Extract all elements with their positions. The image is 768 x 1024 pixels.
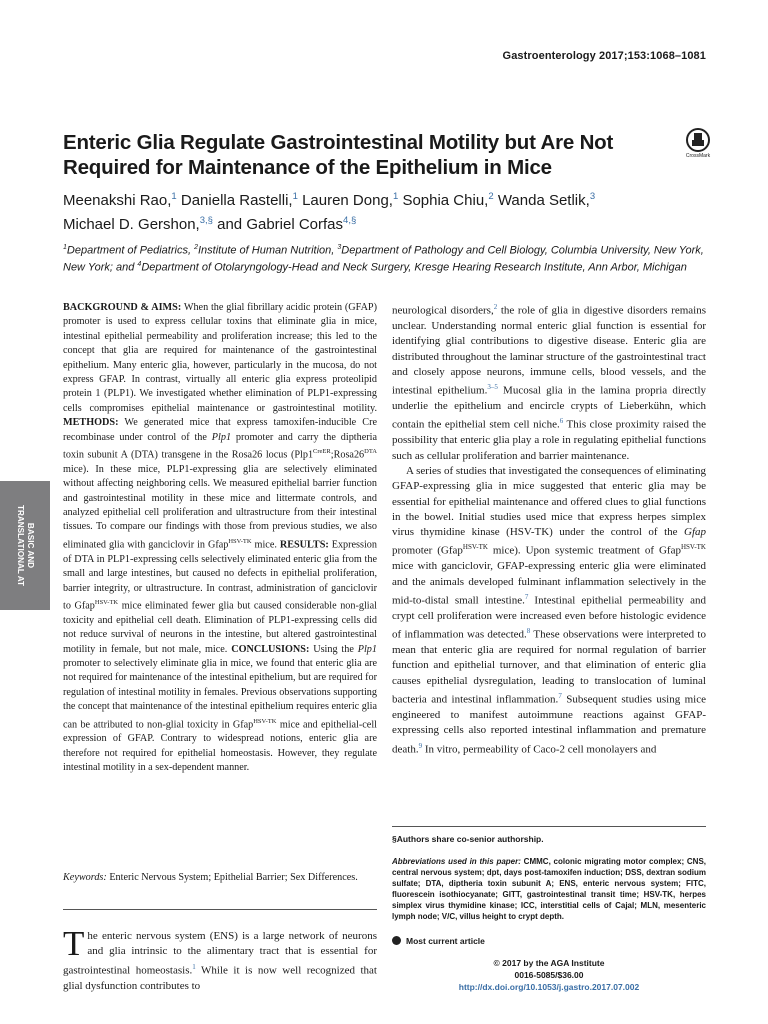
citation-link[interactable]: 7 — [558, 692, 562, 701]
author-list — [63, 187, 713, 235]
author[interactable]: Daniella Rastelli,$^1$ — [180, 191, 298, 209]
introduction: The enteric nervous system (ENS) is a large network of neurons and glia intrinsic to the alimentary tract that is essential for gastrointestinal homeostasis.$^1$ While it is now well recognized that glial dysfunction contributes to — [63, 924, 377, 992]
title-line-2: Required for Maintenance of the Epithelium in Mice — [63, 156, 552, 179]
author[interactable]: Michael D. Gershon,$^{3,\S}$ — [63, 215, 213, 233]
body-right-column — [392, 300, 706, 758]
journal-reference: Gastroenterology 2017;153:1068–1081 — [502, 50, 706, 62]
abstract-results-label: RESULTS: — [279, 539, 329, 551]
abstract-conclusions-label: CONCLUSIONS: — [231, 643, 310, 655]
author[interactable]: Wanda Setlik,$^3$ — [497, 191, 596, 209]
crossmark-label: CrossMark — [685, 153, 711, 159]
author[interactable]: Meenakshi Rao,$^1$ — [63, 191, 177, 209]
citation-link[interactable]: 3–5 — [487, 383, 498, 392]
most-current-article: Most current article — [392, 936, 485, 946]
author[interactable]: Sophia Chiu,$^2$ — [402, 191, 494, 209]
abbreviations-footnote: Abbreviations used in this paper: CMMC, colonic migrating motor complex; CNS, central nervous system; dpt, days post-tamoxifen induction; DSS, dextran sodium sulfate; DTA, diptheria toxin subunit A; ENS, enteric nervous system; FITC, fluorescein isothiocyanate; GITT, gastrointestinal transit time; HSV-TK, herpes simplex virus thymidine kinase; ICC, interstitial cells of Cajal; MLN, mesenteric lymph node; V/C, villus height to crypt depth. — [392, 857, 707, 921]
drop-cap: T — [63, 924, 85, 963]
crossmark-icon — [686, 128, 710, 152]
side-tab-line1: BASIC AND — [26, 522, 35, 569]
paragraph: neurological disorders,$^2$ the role of glia in digestive disorders remains unclear. Understanding normal enteric glial function is essential for identifying glial contributions to digestive disease. Enteric glia are distributed throughout the laminar structure of the gastrointestinal tract and closely appose neurons, immune cells, blood vessels, and the intestinal epithelium.$^{3-5}$ Mucosal glia in the lamina propria directly underlie the epithelium and encircle crypts of Lieberkühn, which contain the epithelial stem cell niche.$^6$ This close proximity raised the possibility that enteric glia play a role in regulating epithelial functions such as cellular proliferation and barrier maintenance. — [392, 303, 706, 462]
citation-link[interactable]: 9 — [418, 741, 423, 750]
open-access-icon — [392, 936, 401, 945]
citation-link[interactable]: 6 — [559, 417, 564, 426]
abstract-methods-label: METHODS: — [63, 417, 119, 429]
side-tab-label — [0, 481, 49, 610]
authorship-footnote: §Authors share co-senior authorship. — [392, 834, 544, 844]
paragraph: A series of studies that investigated the consequences of eliminating GFAP-expressing glia in mice suggested that enteric glia may be essential for epithelial maintenance and offered clues to glial functions in the bowel. Initial studies used mice that express herpes simplex virus thymidine kinase (HSV-TK) under the control of the Gfap promoter (Gfap$^{HSV-TK}$ mice). Upon systemic treatment of Gfap$^{HSV-TK}$ mice with ganciclovir, GFAP-expressing enteric glia were eliminated and the animals developed fulminant inflammation selectively in the mid-to-distal small intestine.$^7$ Intestinal epithelial permeability and crypt cell proliferation were increased even before histologic evidence of inflammation was detected.$^8$ These observations were interpreted to mean that enteric glia are required for normal regulation of barrier function and epithelial turnover, and that elimination of enteric glia causes epithelial dysregulation, leading to translocation of luminal bacteria and intestinal inflammation.$^7$ Subsequent studies using mice engineered to manifest autoimmune reactions against GFAP-expressing cells also reported intestinal inflammation and premature death.$^9$ In vitro, permeability of Caco-2 cell monolayers and — [392, 464, 706, 756]
citation-link[interactable]: 8 — [526, 627, 531, 636]
abstract-background-label: BACKGROUND & AIMS: — [63, 302, 182, 313]
article-title — [63, 130, 623, 180]
citation-link[interactable]: 1 — [192, 962, 196, 971]
citation-link[interactable]: 2 — [493, 303, 498, 311]
keywords-label: Keywords: — [63, 872, 107, 883]
side-tab-line2: TRANSLATIONAL AT — [16, 504, 25, 587]
title-line-1: Enteric Glia Regulate Gastrointestinal Motility but Are Not — [63, 131, 614, 154]
abbreviations-label: Abbreviations used in this paper: — [392, 857, 521, 866]
author[interactable]: Lauren Dong,$^1$ — [302, 191, 399, 209]
divider — [63, 909, 377, 910]
citation-link[interactable]: 7 — [524, 592, 529, 601]
affiliations: $^1$Department of Pediatrics, $^2$Institute of Human Nutrition, $^3$Department of Pathology and Cell Biology, Columbia University, New York, New York; and $^4$Department of Otolaryngology-Head and Neck Surgery, Kresge Hearing Research Institute, Ann Arbor, Michigan — [63, 244, 704, 274]
copyright-block — [392, 957, 706, 993]
footnote-divider — [392, 826, 706, 827]
section-side-tab — [0, 481, 50, 610]
abstract-text: BACKGROUND & AIMS: When the glial fibrillary acidic protein (GFAP) promoter is used to express cellular toxins that eliminate glia in mice, intestinal epithelial permeability and proliferation increase; this led to the concept that glia are required for maintenance of the gastrointestinal epithelium. Many enteric glia, however, particularly in the mucosa, do not express GFAP. In contrast, virtually all enteric glia express proteolipid protein 1 (PLP1). We investigated whether elimination of PLP1-expressing cells compromises epithelial maintenance or gastrointestinal motility. METHODS: We generated mice that express tamoxifen-inducible Cre recombinase under control of the Plp1 promoter and carry the diptheria toxin subunit A (DTA) transgene in the Rosa26 locus ($Plp1^{CreER};Rosa26^{DTA}$ mice). In these mice, PLP1-expressing glia are selectively eliminated without affecting neighboring cells. We measured epithelial barrier function and gastrointestinal motility in these mice and littermate controls, and analyzed epithelial cell proliferation and ultrastructure from their intestinal tissues. To compare our findings with those from previous studies, we also eliminated glia with ganciclovir in Gfap$^{HSV-TK}$ mice. RESULTS: Expression of DTA in PLP1-expressing cells selectively eliminated enteric glia from the small and large intestines, but caused no defects in epithelial proliferation, barrier integrity, or ultrastructure. In contrast, administration of ganciclovir to Gfap$^{HSV-TK}$ mice eliminated fewer glia but caused considerable non-glial toxicity and epithelial cell death. Elimination of PLP1-expressing cells did not reduce survival of neurons in the intestine, but altered gastrointestinal motility in female, but not male, mice. CONCLUSIONS: Using the Plp1 promoter to selectively eliminate glia in mice, we found that enteric glia are not required for maintenance of the intestinal epithelium, but are required for regulation of intestinal motility in females. Previous observations supporting the concept that maintenance of the intestinal epithelium requires enteric glia can be attributed to non-glial toxicity in Gfap$^{HSV-TK}$ mice and epithelial-cell expression of GFAP. Contrary to widespread notions, enteric glia are therefore not required for epithelial homeostasis. However, they regulate intestinal motility in a sex-dependent manner. — [63, 302, 377, 774]
issn-line: 0016-5085/$36.00 — [514, 970, 584, 980]
copyright-line: © 2017 by the AGA Institute — [493, 958, 605, 968]
abstract — [63, 301, 377, 776]
crossmark-badge[interactable] — [681, 128, 715, 159]
doi-link[interactable]: http://dx.doi.org/10.1053/j.gastro.2017.07.002 — [458, 982, 640, 992]
keywords: Keywords: Enteric Nervous System; Epithelial Barrier; Sex Differences. — [63, 872, 358, 883]
author[interactable]: and Gabriel Corfas$^{4,\S}$ — [217, 215, 357, 233]
